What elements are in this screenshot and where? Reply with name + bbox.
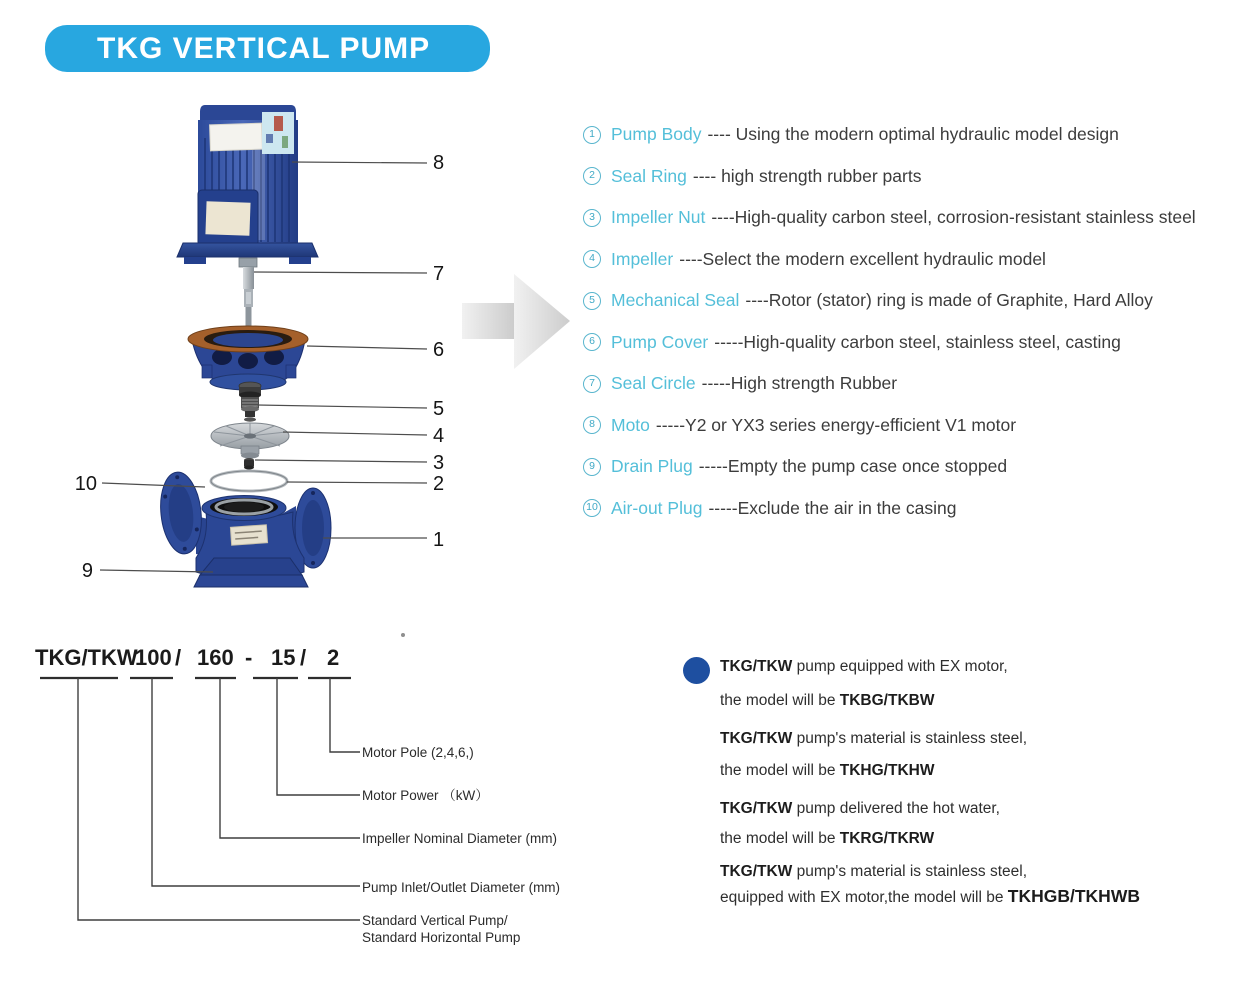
model-code-segment-pole: 2 [327,645,340,670]
impeller-illustration [211,423,289,459]
motor-right-label [262,112,294,154]
callout-7-label: 7 [433,263,445,285]
title-banner [45,25,490,72]
part-item [583,166,1196,187]
part-description: ---- Using the modern optimal hydraulic model design [707,124,1119,144]
part-description: -----Empty the pump case once stopped [698,456,1008,476]
part-description: ----High-quality carbon steel, corrosion-resistant stainless steel [711,207,1196,227]
callout-2-label: 2 [433,473,445,495]
page-title: TKG VERTICAL PUMP [97,31,431,65]
motor-base-flange [177,243,318,257]
part-description: ---- high strength rubber parts [692,165,922,186]
callout-3-label: 3 [433,452,445,474]
note-line: TKG/TKW pump's material is stainless steel, [720,730,1028,747]
part-item [583,415,1196,436]
notes-panel [683,645,1223,935]
part-number-badge: 3 [583,209,601,227]
model-code-segment-series: TKG/TKW [35,645,138,670]
part-number-badge: 8 [583,416,601,434]
motor-junction-box [198,190,258,246]
part-number-badge: 6 [583,333,601,351]
model-code-segment-impeller: 160 [197,645,234,670]
model-code-separator: / [300,645,307,670]
part-item [583,332,1196,353]
model-code-label-impeller: Impeller Nominal Diameter (mm) [362,831,558,846]
callout-1-label: 1 [433,529,445,551]
part-item [583,498,1196,519]
part-number-badge: 7 [583,375,601,393]
callout-8-label: 8 [433,152,445,174]
arrow-icon [462,274,570,369]
pump-cover-illustration [188,326,308,390]
part-name: Pump Cover [611,331,709,352]
part-number-badge: 4 [583,250,601,268]
part-name: Drain Plug [611,456,693,476]
part-item [583,124,1196,145]
part-number-badge: 1 [583,126,601,144]
pump-body-illustration [157,470,331,587]
part-name: Pump Body [611,124,702,144]
part-item [583,290,1196,311]
model-code-label-power: Motor Power （kW） [362,788,489,803]
note-line: TKG/TKW pump's material is stainless steel, [720,863,1028,880]
note-line: the model will be TKBG/TKBW [720,692,935,709]
parts-list [583,124,1196,519]
shaft-illustration [239,258,257,332]
part-name: Air-out Plug [611,497,703,518]
model-code-label-series: Standard Vertical Pump/ Standard Horizontal Pump [362,913,521,945]
model-code-section [30,628,690,973]
motor-nameplate [210,123,263,151]
callout-6-label: 6 [433,339,445,361]
model-code-separator: / [175,645,182,670]
impeller-nut-illustration [244,458,254,470]
note-line: equipped with EX motor,the model will be TKHGB/TKHWB [720,886,1140,906]
callout-5-label: 5 [433,398,445,420]
model-code-label-inlet: Pump Inlet/Outlet Diameter (mm) [362,880,561,895]
model-code-tree-lines [30,628,690,973]
model-code-separator: - [245,645,253,670]
part-description: ----Rotor (stator) ring is made of Graphite, Hard Alloy [745,290,1153,310]
part-name: Moto [611,414,650,435]
note-line: TKG/TKW pump equipped with EX motor, [720,658,1008,675]
part-description: -----High strength Rubber [701,373,898,393]
part-description: -----High-quality carbon steel, stainless steel, casting [714,331,1121,352]
note-line: TKG/TKW pump delivered the hot water, [720,800,1000,817]
part-name: Seal Ring [611,165,687,186]
callout-9-label: 9 [81,560,93,582]
part-description: ----Select the modern excellent hydraulic model [679,248,1046,269]
part-name: Impeller Nut [611,207,706,227]
bullet-icon [683,657,710,684]
part-number-badge: 9 [583,458,601,476]
part-item [583,249,1196,270]
part-item [583,207,1196,228]
callout-4-label: 4 [433,425,445,447]
pump-body-label [230,525,267,545]
part-name: Seal Circle [611,373,696,393]
part-name: Mechanical Seal [611,290,740,310]
part-number-badge: 2 [583,167,601,185]
note-line: the model will be TKRG/TKRW [720,830,935,847]
part-item [583,456,1196,477]
callout-10-label: 10 [74,473,97,495]
stray-dot [401,633,405,637]
part-number-badge: 5 [583,292,601,310]
note-line: the model will be TKHG/TKHW [720,762,935,779]
pump-exploded-diagram [0,80,580,620]
o-ring-illustration [211,471,287,491]
model-code-segment-power: 15 [271,645,296,670]
part-description: -----Exclude the air in the casing [708,497,957,518]
model-code-label-pole: Motor Pole (2,4,6,) [362,745,474,760]
motor-illustration [177,105,318,264]
model-code-segment-inlet: 100 [135,645,172,670]
mechanical-seal-illustration [239,382,261,422]
part-number-badge: 10 [583,499,601,517]
part-item [583,373,1196,394]
part-name: Impeller [611,248,674,269]
part-description: -----Y2 or YX3 series energy-efficient V1 motor [655,414,1017,435]
